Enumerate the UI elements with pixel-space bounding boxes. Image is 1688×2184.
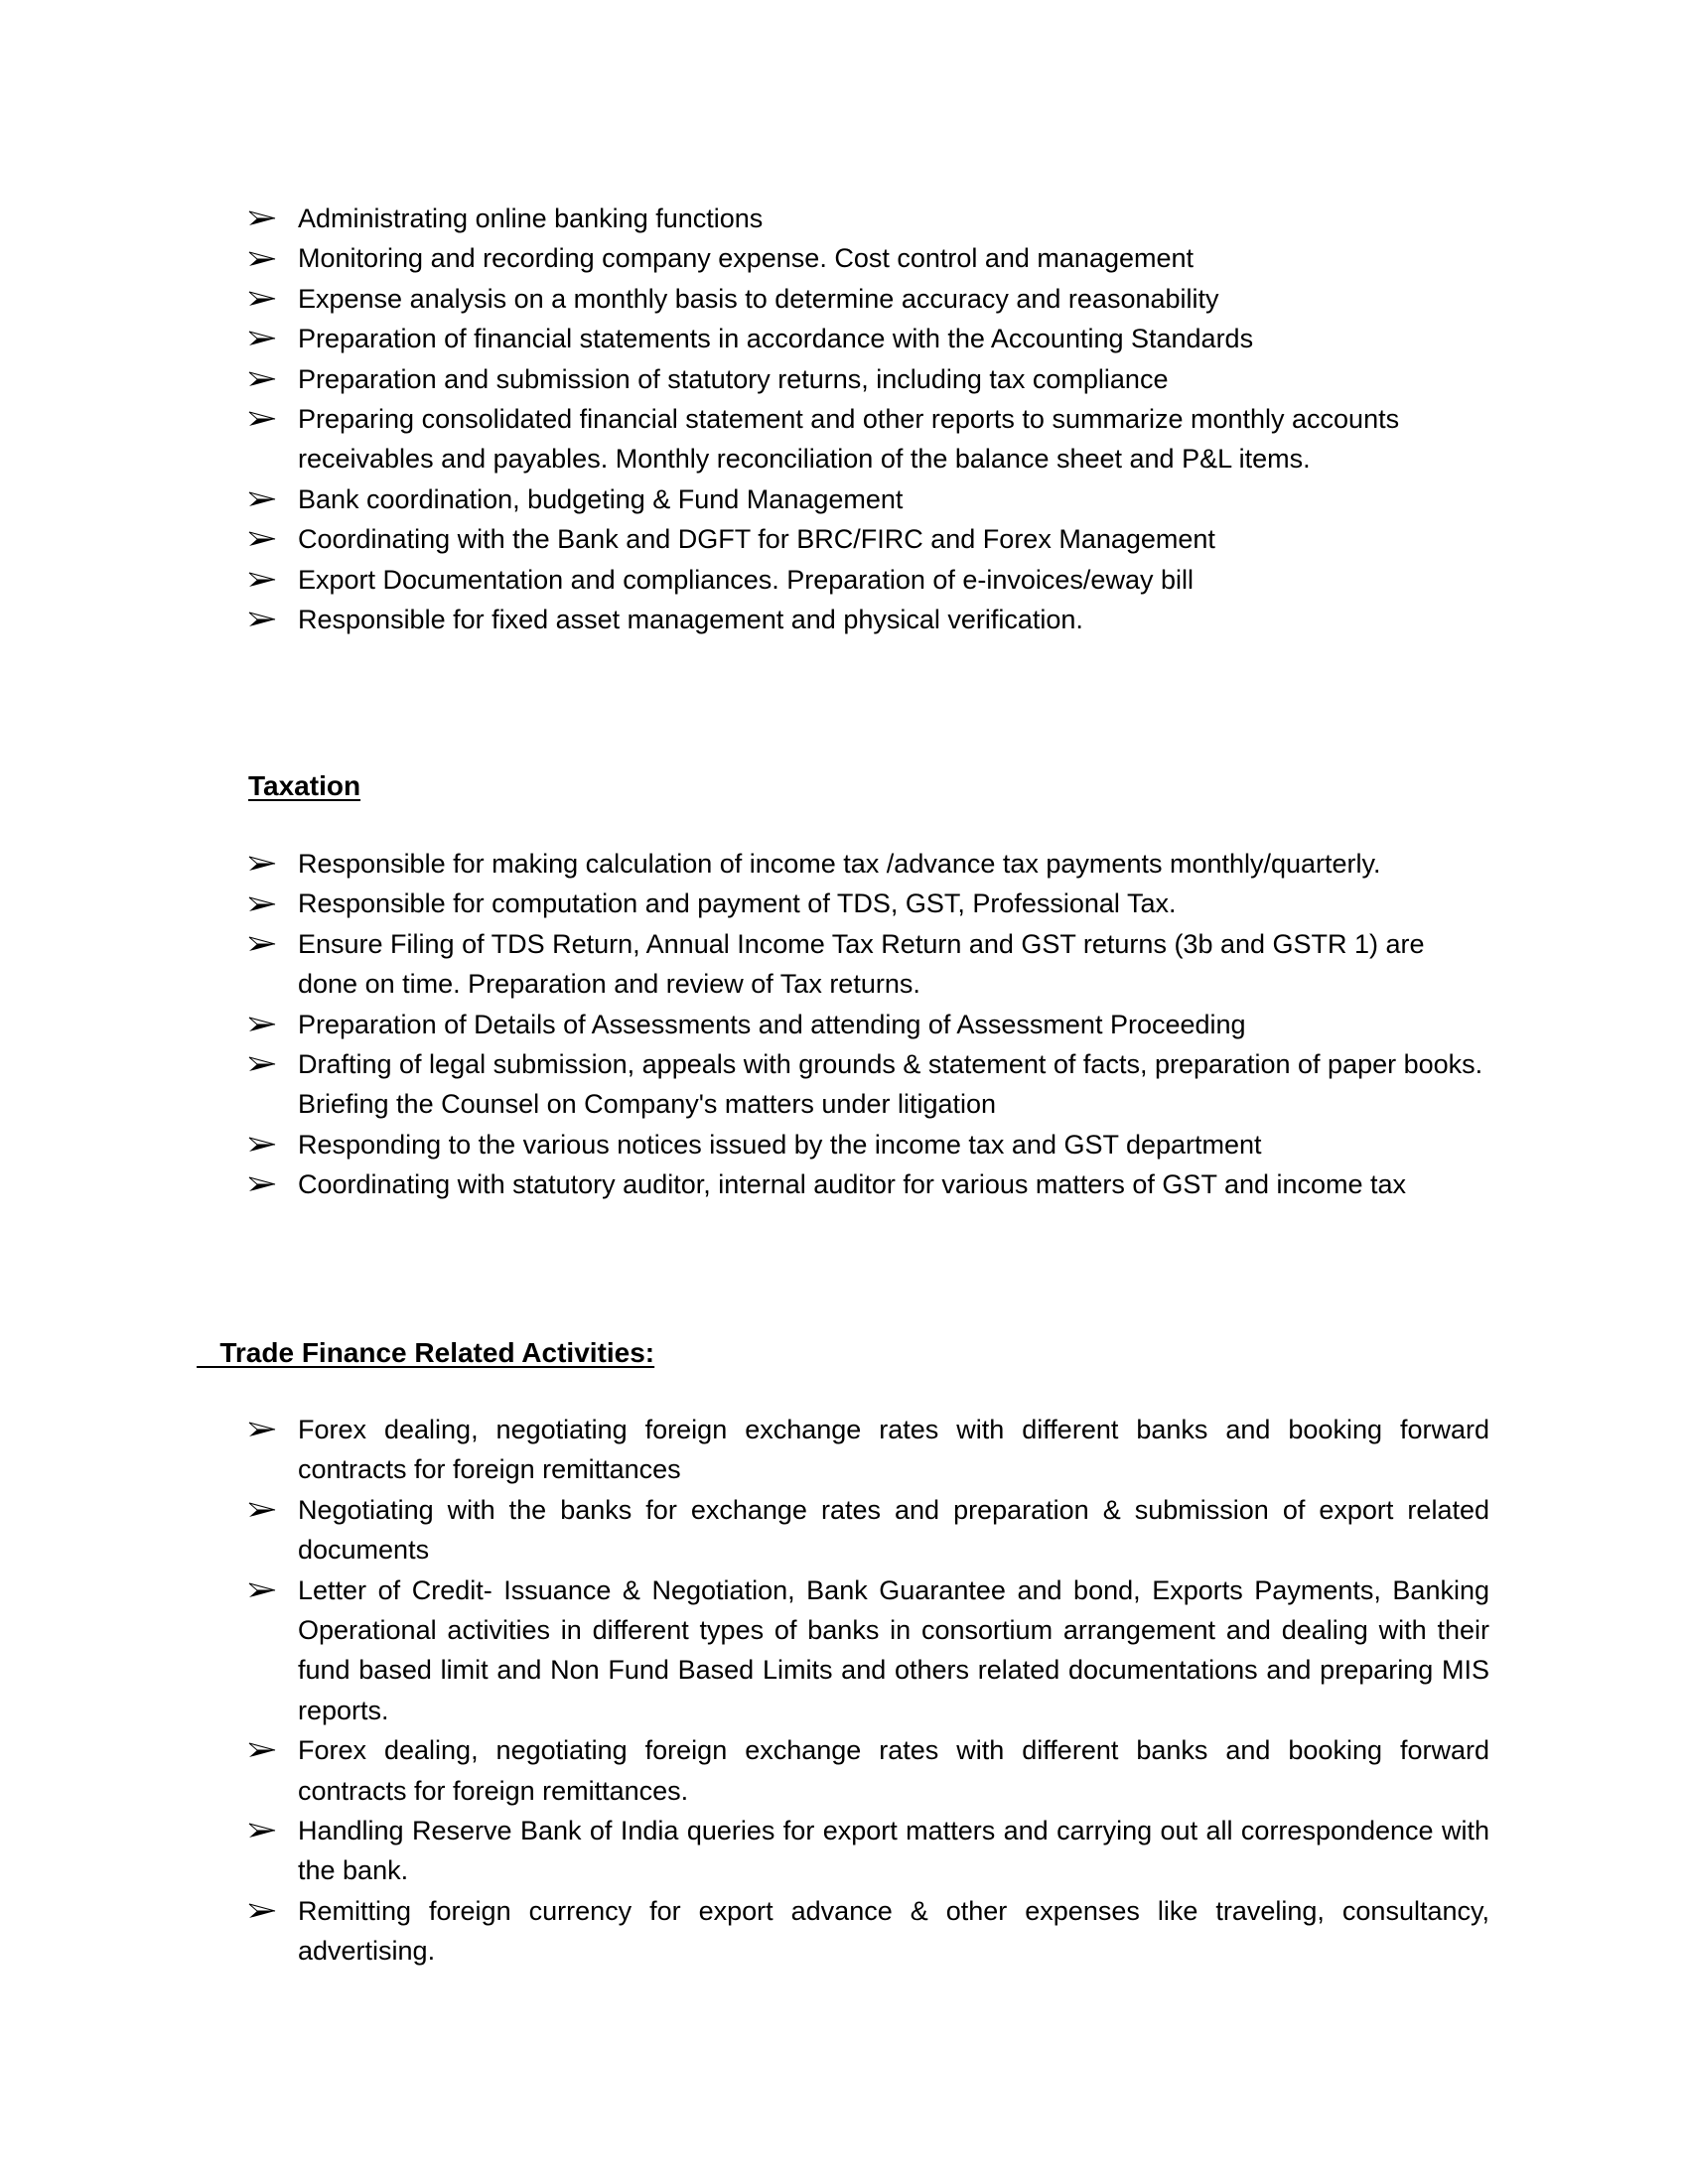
list-item: Ensure Filing of TDS Return, Annual Income Tax Return and GST returns (3b and GSTR 1) are done on time. Preparation and review of Tax returns. [248, 924, 1489, 1005]
arrowhead-bullet-icon [248, 1891, 278, 1931]
list-item: Preparation of financial statements in accordance with the Accounting Standards [248, 319, 1489, 358]
list-item: Bank coordination, budgeting & Fund Management [248, 479, 1489, 519]
responsibilities-list [248, 199, 1489, 639]
list-item: Preparing consolidated financial statement and other reports to summarize monthly accounts receivables and payables. Monthly reconciliation of the balance sheet and P&L items. [248, 399, 1489, 479]
arrowhead-bullet-icon [248, 279, 278, 319]
list-item: Preparation and submission of statutory returns, including tax compliance [248, 359, 1489, 399]
arrowhead-bullet-icon [248, 560, 278, 600]
list-item: Responsible for computation and payment of TDS, GST, Professional Tax. [248, 884, 1489, 923]
arrowhead-bullet-icon [248, 1811, 278, 1850]
list-item: Forex dealing, negotiating foreign exchange rates with different banks and booking forward contracts for foreign remittances [248, 1410, 1489, 1490]
arrowhead-bullet-icon [248, 1410, 278, 1449]
arrowhead-bullet-icon [248, 319, 278, 358]
taxation-list [248, 844, 1489, 1205]
arrowhead-bullet-icon [248, 479, 278, 519]
arrowhead-bullet-icon [248, 359, 278, 399]
list-item: Preparation of Details of Assessments and attending of Assessment Proceeding [248, 1005, 1489, 1044]
list-item: Responding to the various notices issued by the income tax and GST department [248, 1125, 1489, 1164]
list-item: Handling Reserve Bank of India queries for export matters and carrying out all correspondence with the bank. [248, 1811, 1489, 1891]
list-item: Coordinating with the Bank and DGFT for BRC/FIRC and Forex Management [248, 519, 1489, 559]
list-item: Responsible for making calculation of income tax /advance tax payments monthly/quarterly. [248, 844, 1489, 884]
list-item: Remitting foreign currency for export advance & other expenses like traveling, consultancy, advertising. [248, 1891, 1489, 1972]
list-item: Responsible for fixed asset management and physical verification. [248, 600, 1489, 639]
list-item: Coordinating with statutory auditor, internal auditor for various matters of GST and income tax [248, 1164, 1489, 1204]
list-item: Expense analysis on a monthly basis to determine accuracy and reasonability [248, 279, 1489, 319]
list-item: Drafting of legal submission, appeals with grounds & statement of facts, preparation of paper books. Briefing the Counsel on Company's matters under litigation [248, 1044, 1489, 1125]
arrowhead-bullet-icon [248, 1570, 278, 1610]
arrowhead-bullet-icon [248, 238, 278, 278]
list-item: Monitoring and recording company expense. Cost control and management [248, 238, 1489, 278]
arrowhead-bullet-icon [248, 924, 278, 964]
arrowhead-bullet-icon [248, 844, 278, 884]
arrowhead-bullet-icon [248, 399, 278, 439]
arrowhead-bullet-icon [248, 1125, 278, 1164]
arrowhead-bullet-icon [248, 519, 278, 559]
arrowhead-bullet-icon [248, 600, 278, 639]
arrowhead-bullet-icon [248, 1490, 278, 1530]
arrowhead-bullet-icon [248, 1044, 278, 1084]
list-item: Letter of Credit- Issuance & Negotiation, Bank Guarantee and bond, Exports Payments, Banking Operational activities in different types of banks in consortium arrangement and dealing with their fund based limit and Non Fund Based Limits and others related documentations and preparing MIS reports. [248, 1570, 1489, 1731]
arrowhead-bullet-icon [248, 884, 278, 923]
arrowhead-bullet-icon [248, 1005, 278, 1044]
arrowhead-bullet-icon [248, 1730, 278, 1770]
section-heading-trade-finance: Trade Finance Related Activities: [197, 1337, 655, 1368]
list-item: Forex dealing, negotiating foreign exchange rates with different banks and booking forward contracts for foreign remittances. [248, 1730, 1489, 1811]
arrowhead-bullet-icon [248, 1164, 278, 1204]
list-item: Export Documentation and compliances. Preparation of e-invoices/eway bill [248, 560, 1489, 600]
arrowhead-bullet-icon [248, 199, 278, 238]
list-item: Negotiating with the banks for exchange rates and preparation & submission of export related documents [248, 1490, 1489, 1570]
section-heading-taxation: Taxation [248, 770, 361, 801]
list-item: Administrating online banking functions [248, 199, 1489, 238]
trade-finance-list [248, 1410, 1489, 1972]
